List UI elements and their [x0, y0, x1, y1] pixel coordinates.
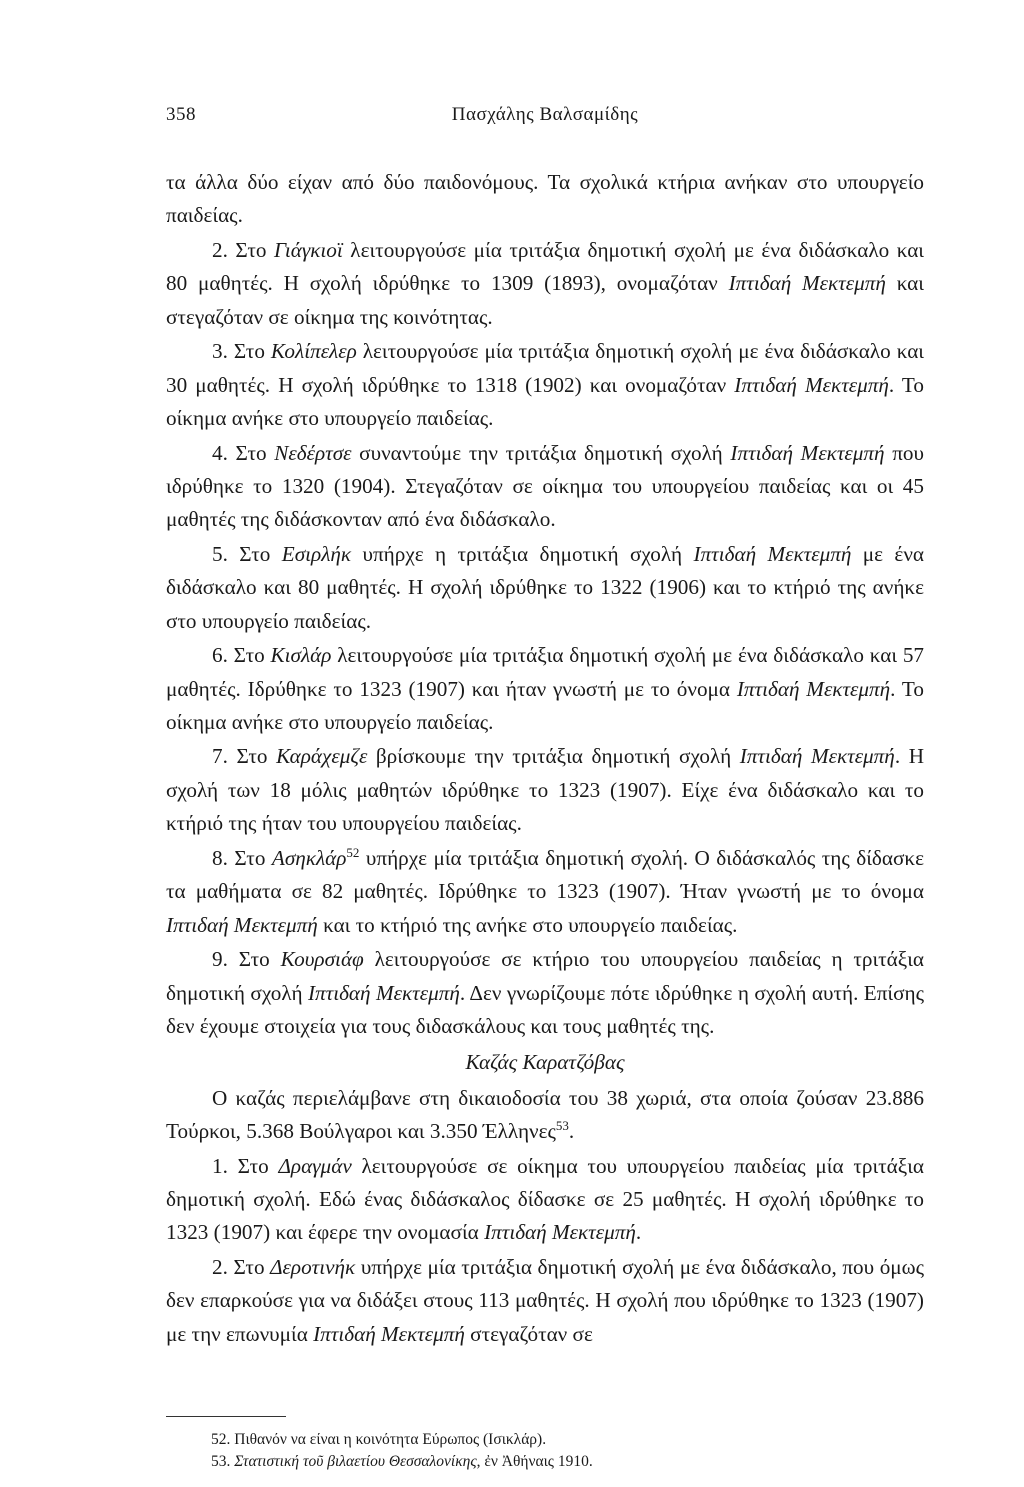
paragraph-intro: Ο καζάς περιελάμβανε στη δικαιοδοσία του 38 χωριά, στα οποία ζούσαν 23.886 Τούρκοι, 5.368 Βούλγαροι και 3.350 Έλληνες$^{53}$. — [166, 1085, 924, 1144]
paragraph-item-6: 6. Στο Κισλάρ λειτουργούσε μία τριτάξια δημοτική σχολή με ένα διδάσκαλο και 57 μαθητές. Ιδρύθηκε το 1323 (1907) και ήταν γνωστή με το όνομα Ιπτιδαή Μεκτεμπή. Το οίκημα ανήκε στο υπουργείο παιδείας. — [166, 643, 925, 734]
running-title: Πασχάλης Βαλσαμίδης — [451, 104, 639, 125]
place-name: Εσιρλήκ — [281, 541, 352, 566]
paragraph-item-1: 1. Στο Δραγμάν λειτουργούσε σε οίκημα του υπουργείου παιδείας μία τριτάξια δημοτική σχολή. Εδώ ένας διδάσκαλος δίδασκε σε 25 μαθητές. Η σχολή ιδρύθηκε το 1323 (1907) και έφερε την ονομασία Ιπτιδαή Μεκτεμπή. — [166, 1153, 924, 1245]
place-name: Δεροτινήκ — [270, 1254, 356, 1279]
place-name: Ασηκλάρ — [271, 845, 347, 870]
paragraph-item-9: 9. Στο Κουρσιάφ λειτουργούσε σε κτήριο του υπουργείου παιδείας η τριτάξια δημοτική σχολή Ιπτιδαή Μεκτεμπή. Δεν γνωρίζουμε πότε ιδρύθηκε η σχολή αυτή. Επίσης δεν έχουμε στοιχεία για τους διδασκάλους και τους μαθητές της. — [166, 947, 925, 1038]
footnote-divider — [166, 1416, 286, 1417]
school-name: Ιπτιδαή Μεκτεμπή — [728, 271, 886, 296]
paragraph-item-2b: 2. Στο Δεροτινήκ υπήρχε μία τριτάξια δημοτική σχολή με ένα διδάσκαλο, που όμως δεν επαρκούσε για να διδάξει στους 113 μαθητές. Η σχολή που ιδρύθηκε το 1323 (1907) με την επωνυμία Ιπτιδαή Μεκτεμπή στεγαζόταν σε — [166, 1254, 924, 1346]
page — [166, 100, 924, 1351]
school-name: Ιπτιδαή Μεκτεμπή — [734, 372, 889, 397]
school-name: Ιπτιδαή Μεκτεμπή — [313, 1321, 465, 1346]
place-name: Κισλάρ — [270, 643, 332, 668]
place-name: Νεδέρτσε — [274, 440, 352, 465]
place-name: Δραγμάν — [278, 1153, 352, 1178]
paragraph-item-3: 3. Στο Κολίπελερ λειτουργούσε μία τριτάξια δημοτική σχολή με ένα διδάσκαλο και 30 μαθητές. Η σχολή ιδρύθηκε το 1318 (1902) και ονομαζόταν Ιπτιδαή Μεκτεμπή. Το οίκημα ανήκε στο υπουργείο παιδείας. — [166, 339, 925, 431]
footnote-52: 52. Πιθανόν να είναι η κοινότητα Εύρωπος (Ισικλάρ). — [211, 1431, 547, 1448]
school-name: Ιπτιδαή Μεκτεμπή — [736, 676, 891, 701]
place-name: Γιάγκιοϊ — [274, 237, 343, 262]
footnote-53: 53. Στατιστική τοῦ βιλαετίου Θεσσαλονίκης, ἐν Ἀθήναις 1910. — [211, 1453, 593, 1470]
school-name: Ιπτιδαή Μεκτεμπή — [730, 440, 885, 465]
school-name: Ιπτιδαή Μεκτεμπή — [166, 912, 318, 937]
body-text — [166, 166, 924, 1351]
school-name: Ιπτιδαή Μεκτεμπή — [739, 744, 895, 769]
source-title: Στατιστική τοῦ βιλαετίου Θεσσαλονίκης — [234, 1453, 477, 1470]
paragraph-item-2: 2. Στο Γιάγκιοϊ λειτουργούσε μία τριτάξια δημοτική σχολή με ένα διδάσκαλο και 80 μαθητές. Η σχολή ιδρύθηκε το 1309 (1893), ονομαζόταν Ιπτιδαή Μεκτεμπή και στεγαζόταν σε οίκημα της κοινότητας. — [166, 237, 924, 329]
school-name: Ιπτιδαή Μεκτεμπή — [484, 1220, 636, 1245]
place-name: Κουρσιάφ — [280, 947, 364, 972]
paragraph-item-4: 4. Στο Νεδέρτσε συναντούμε την τριτάξια δημοτική σχολή Ιπτιδαή Μεκτεμπή που ιδρύθηκε το 1320 (1904). Στεγαζόταν σε οίκημα του υπουργείου παιδείας και οι 45 μαθητές της διδάσκονταν από ένα διδάσκαλο. — [166, 440, 924, 532]
section-heading: Καζάς Καρατζόβας — [465, 1050, 625, 1075]
place-name: Κολίπελερ — [270, 339, 357, 364]
school-name: Ιπτιδαή Μεκτεμπή — [693, 541, 852, 566]
running-head — [166, 100, 924, 130]
footnote-ref-53[interactable]: 53 — [555, 1118, 569, 1134]
school-name: Ιπτιδαή Μεκτεμπή — [307, 980, 460, 1005]
place-name: Καράχεμζε — [276, 744, 368, 769]
paragraph-item-7: 7. Στο Καράχεμζε βρίσκουμε την τριτάξια δημοτική σχολή Ιπτιδαή Μεκτεμπή. Η σχολή των 18 μόλις μαθητών ιδρύθηκε το 1323 (1907). Είχε ένα διδάσκαλο και το κτήριό της ήταν του υπουργείου παιδείας. — [166, 744, 925, 836]
footnotes — [211, 1429, 911, 1473]
page-number: 358 — [166, 104, 196, 125]
paragraph-continuation: τα άλλα δύο είχαν από δύο παιδονόμους. Τα σχολικά κτήρια ανήκαν στο υπουργείο παιδείας. — [166, 170, 924, 228]
paragraph-item-5: 5. Στο Εσιρλήκ υπήρχε η τριτάξια δημοτική σχολή Ιπτιδαή Μεκτεμπή με ένα διδάσκαλο και 80 μαθητές. Η σχολή ιδρύθηκε το 1322 (1906) και το κτήριό της ανήκε στο υπουργείο παιδείας. — [166, 541, 924, 633]
footnote-ref-52[interactable]: 52 — [346, 844, 360, 860]
paragraph-item-8: 8. Στο Ασηκλάρ$^{52}$ υπήρχε μία τριτάξια δημοτική σχολή. Ο διδάσκαλός της δίδασκε τα μαθήματα σε 82 μαθητές. Ιδρύθηκε το 1323 (1907). Ήταν γνωστή με το όνομα Ιπτιδαή Μεκτεμπή και το κτήριό της ανήκε στο υπουργείο παιδείας. — [166, 844, 924, 937]
